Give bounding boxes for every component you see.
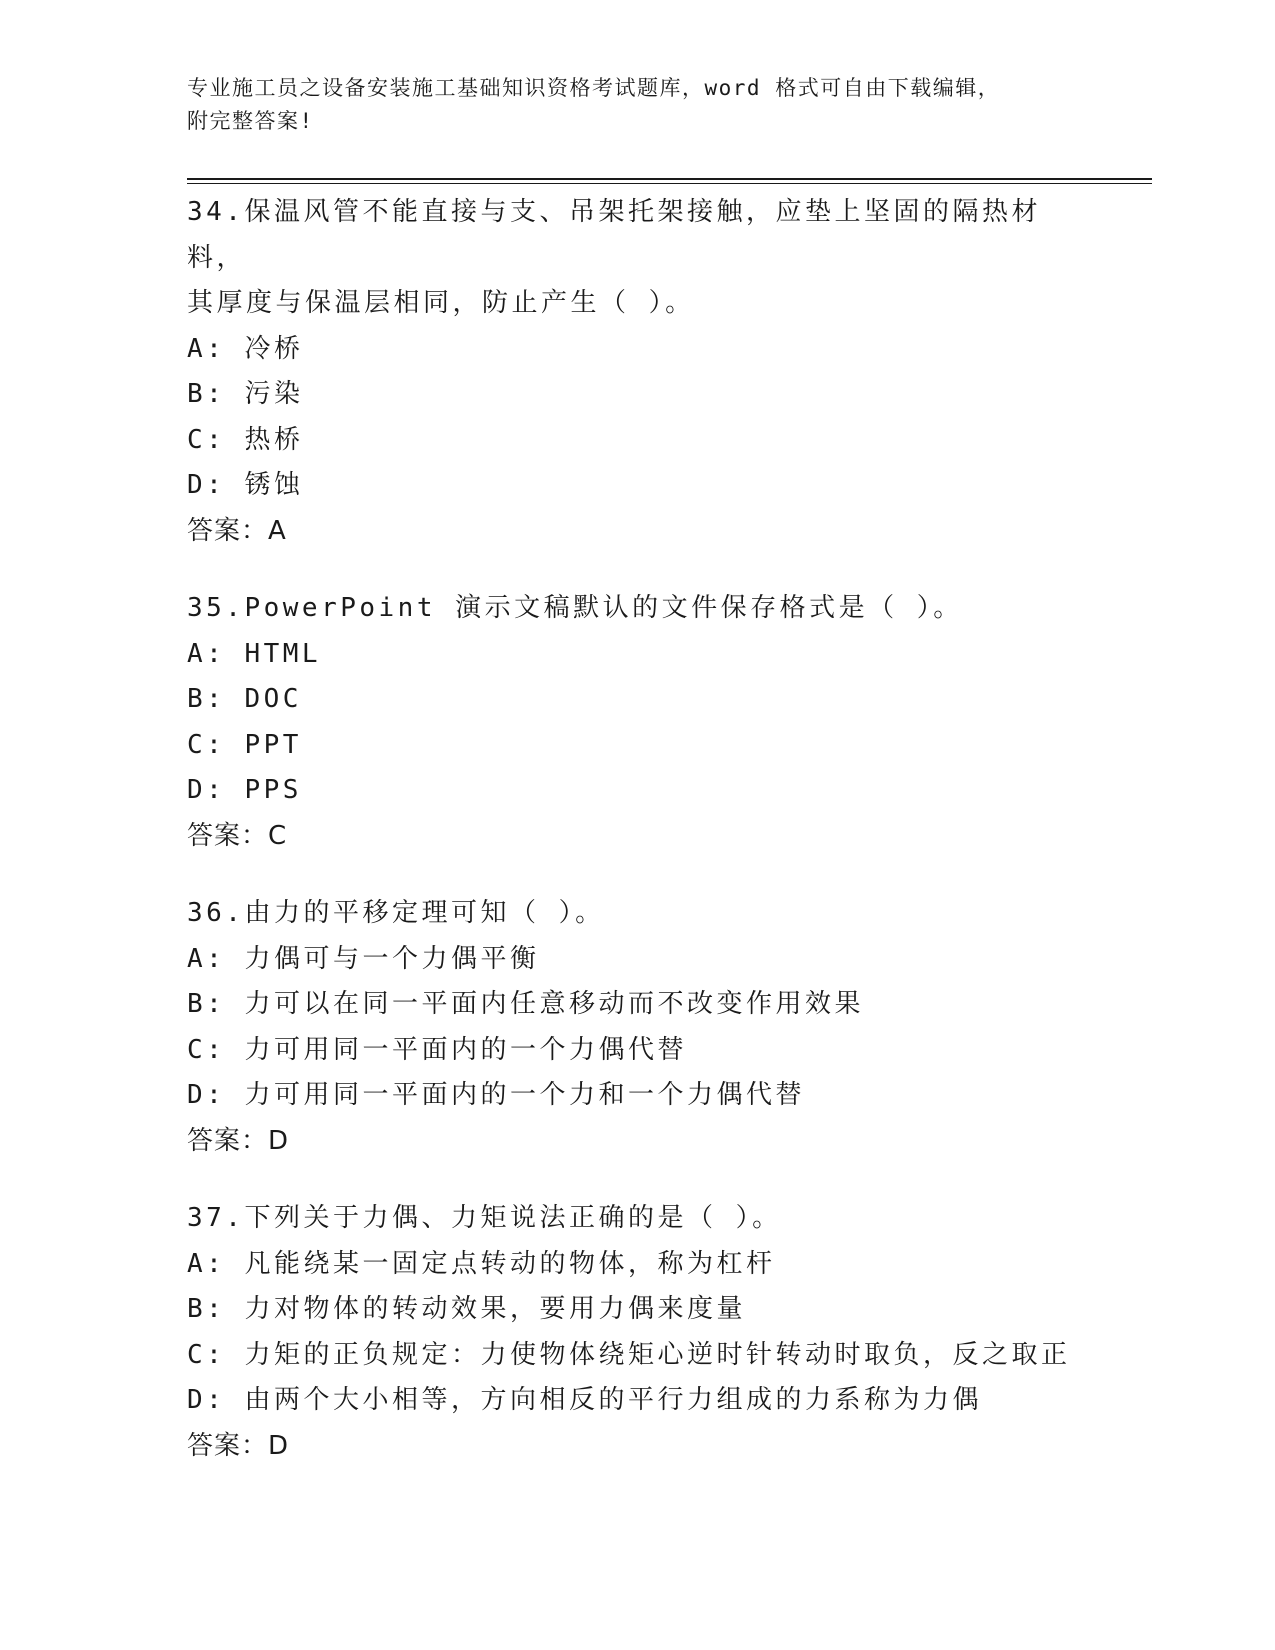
- option-c: C: 热桥: [187, 424, 304, 455]
- question-34: [187, 190, 1087, 554]
- option-d: D: 锈蚀: [187, 470, 304, 500]
- question-text: 34.保温风管不能直接与支、吊架托架接触，应垫上坚固的隔热材料，: [187, 197, 1041, 273]
- document-header: [187, 72, 1087, 138]
- option-c: C: 力矩的正负规定：力使物体绕矩心逆时针转动时取负，反之取正: [187, 1339, 1071, 1370]
- option-c: C: PPT: [187, 729, 302, 760]
- answer-text: 答案：D: [187, 1125, 290, 1156]
- option-d: D: 由两个大小相等，方向相反的平行力组成的力系称为力偶: [187, 1385, 982, 1415]
- option-b: B: 污染: [187, 379, 304, 409]
- question-list: [187, 190, 1087, 1501]
- header-line-1: 专业施工员之设备安装施工基础知识资格考试题库，word 格式可自由下载编辑，: [187, 76, 1001, 100]
- question-text: 36.由力的平移定理可知（ ）。: [187, 898, 605, 928]
- header-divider-thick: [187, 178, 1152, 180]
- answer-text: 答案：C: [187, 820, 288, 851]
- header-line-2: 附完整答案!: [187, 109, 314, 133]
- option-c: C: 力可用同一平面内的一个力偶代替: [187, 1034, 687, 1065]
- option-b: B: DOC: [187, 684, 302, 714]
- question-37: [187, 1196, 1087, 1469]
- question-text: 35.PowerPoint 演示文稿默认的文件保存格式是（ ）。: [187, 593, 963, 623]
- option-a: A: 凡能绕某一固定点转动的物体，称为杠杆: [187, 1248, 776, 1279]
- option-a: A: HTML: [187, 638, 322, 669]
- option-a: A: 冷桥: [187, 333, 304, 364]
- option-d: D: 力可用同一平面内的一个力和一个力偶代替: [187, 1080, 805, 1110]
- option-a: A: 力偶可与一个力偶平衡: [187, 943, 540, 974]
- question-text-continued: 其厚度与保温层相同，防止产生（ ）。: [187, 288, 695, 318]
- header-divider-thin: [187, 183, 1152, 184]
- option-b: B: 力可以在同一平面内任意移动而不改变作用效果: [187, 989, 864, 1019]
- answer-text: 答案：A: [187, 515, 287, 546]
- question-35: [187, 586, 1087, 859]
- option-d: D: PPS: [187, 775, 302, 805]
- question-36: [187, 891, 1087, 1164]
- answer-text: 答案：D: [187, 1430, 290, 1461]
- option-b: B: 力对物体的转动效果，要用力偶来度量: [187, 1294, 746, 1324]
- question-text: 37.下列关于力偶、力矩说法正确的是（ ）。: [187, 1203, 782, 1233]
